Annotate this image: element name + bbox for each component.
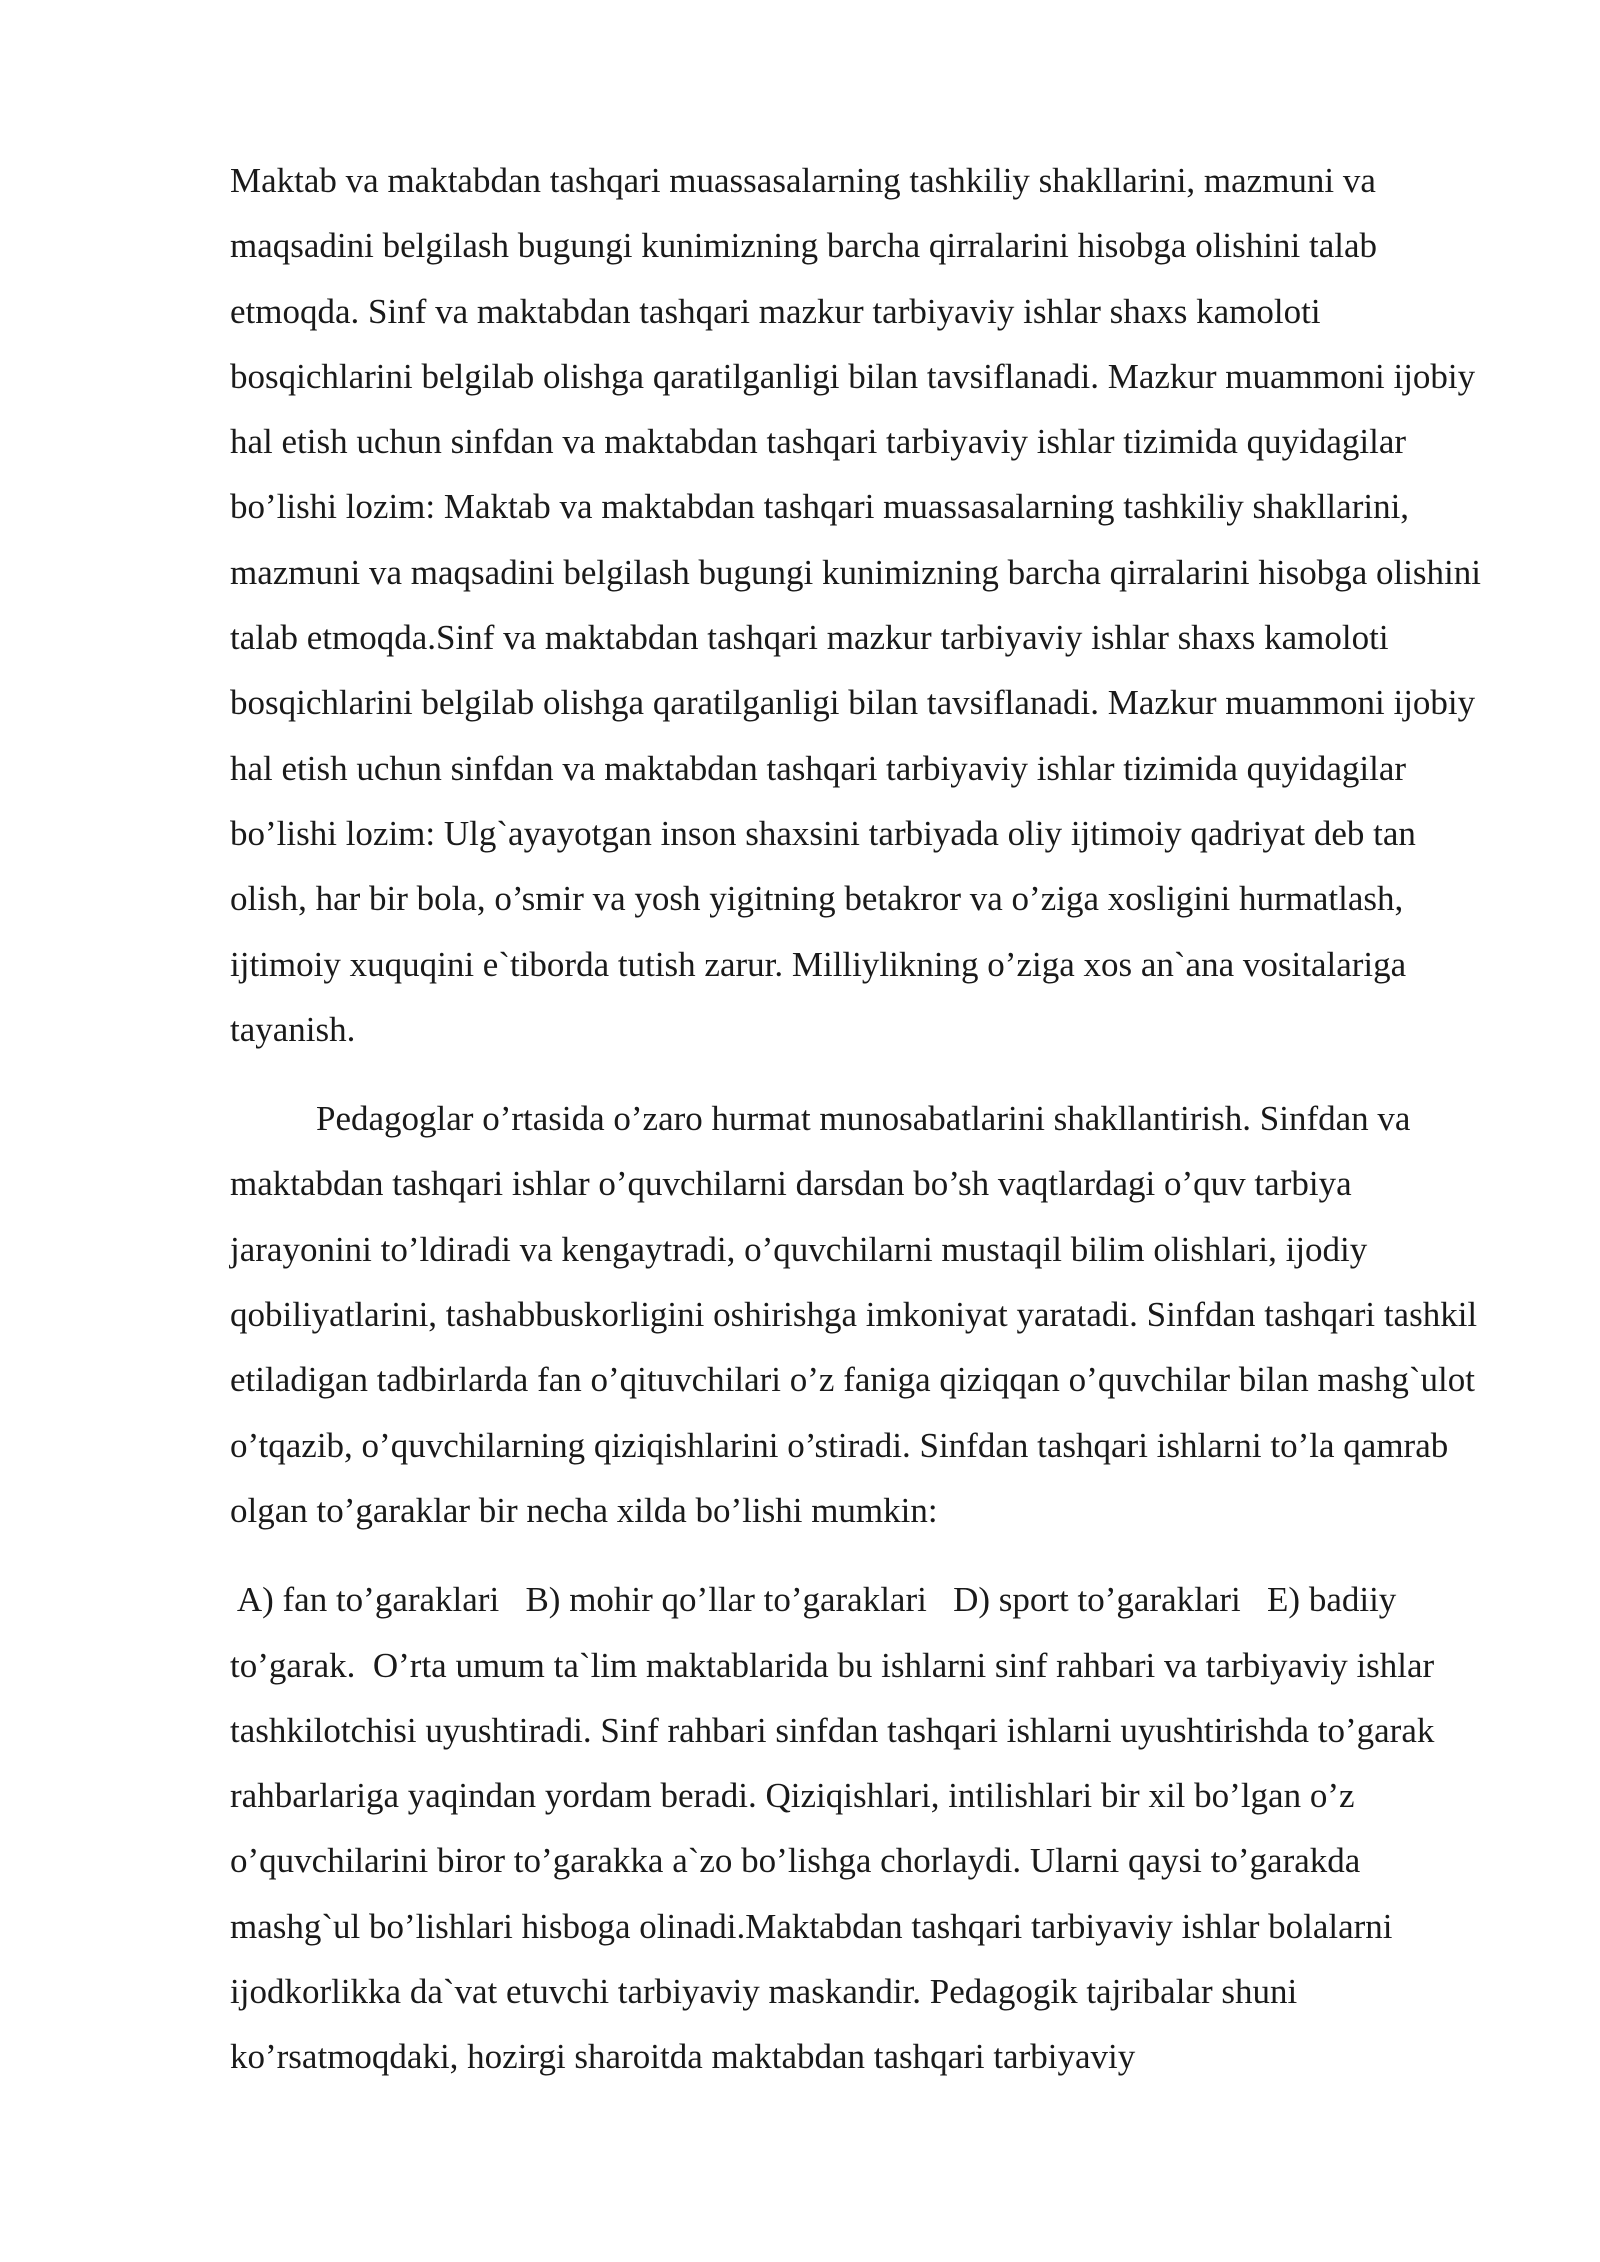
option-b: B) mohir qo’llar to’garaklari — [525, 1580, 927, 1620]
document-body — [230, 148, 1498, 2090]
option-a: A) fan to’garaklari — [236, 1580, 500, 1620]
paragraph-3-continuation: O’rta umum ta`lim maktablarida bu ishlarni sinf rahbari va tarbiyaviy ishlar tashkilotchisi uyushtiradi. Sinf rahbari sinfdan tashqari ishlarni uyushtirishda to’garak rahbarlariga yaqindan yordam beradi. Qiziqishlari, intilishlari bir xil bo’lgan o’z o’quvchilarini biror to’garakka a`zo bo’lishga chorlaydi. Ularni qaysi to’garakda mashg`ul bo’lishlari hisboga olinadi.Maktabdan tashqari tarbiyaviy ishlar bolalarni ijodkorlikka da`vat etuvchi tarbiyaviy maskandir. Pedagogik tajribalar shuni ko’rsatmoqdaki, hozirgi sharoitda maktabdan tashqari tarbiyaviy — [230, 1645, 1435, 2077]
paragraph-2: Pedagoglar o’rtasida o’zaro hurmat munosabatlarini shakllantirish. Sinfdan va maktabdan tashqari ishlar o’quvchilarni darsdan bo’sh vaqtlardagi o’quv tarbiya jarayonini to’ldiradi va kengaytradi, o’quvchilarni mustaqil bilim olishlari, ijodiy qobiliyatlarini, tashabbuskorligini oshirishga imkoniyat yaratadi. Sinfdan tashqari tashkil etiladigan tadbirlarda fan o’qituvchilari o’z faniga qiziqqan o’quvchilar bilan mashg`ulot o’tqazib, o’quvchilarning qiziqishlarini o’stiradi. Sinfdan tashqari ishlarni to’la qamrab olgan to’garaklar bir necha xilda bo’lishi mumkin: — [230, 1099, 1478, 1530]
paragraph-1: Maktab va maktabdan tashqari muassasalarning tashkiliy shakllarini, mazmuni va maqsadini belgilash bugungi kunimizning barcha qirralarini hisobga olishini talab etmoqda. Sinf va maktabdan tashqari mazkur tarbiyaviy ishlar shaxs kamoloti bosqichlarini belgilab olishga qaratilganligi bilan tavsiflanadi. Mazkur muammoni ijobiy hal etish uchun sinfdan va maktabdan tashqari tarbiyaviy ishlar tizimida quyidagilar bo’lishi lozim: Maktab va maktabdan tashqari muassasalarning tashkiliy shakllarini, mazmuni va maqsadini belgilash bugungi kunimizning barcha qirralarini hisobga olishini talab etmoqda.Sinf va maktabdan tashqari mazkur tarbiyaviy ishlar shaxs kamoloti bosqichlarini belgilab olishga qaratilganligi bilan tavsiflanadi. Mazkur muammoni ijobiy hal etish uchun sinfdan va maktabdan tashqari tarbiyaviy ishlar tizimida quyidagilar bo’lishi lozim: Ulg`ayayotgan inson shaxsini tarbiyada oliy ijtimoiy qadriyat deb tan olish, har bir bola, o’smir va yosh yigitning betakror va o’ziga xosligini hurmatlash, ijtimoiy xuquqini e`tiborda tutish zarur. Milliylikning o’ziga xos an`ana vositalariga tayanish. — [230, 161, 1481, 1049]
option-e: E) badiiy to’garak. — [230, 1580, 1397, 1685]
option-d: D) sport to’garaklari — [953, 1580, 1241, 1620]
paragraph-3-options — [230, 1567, 1498, 2089]
